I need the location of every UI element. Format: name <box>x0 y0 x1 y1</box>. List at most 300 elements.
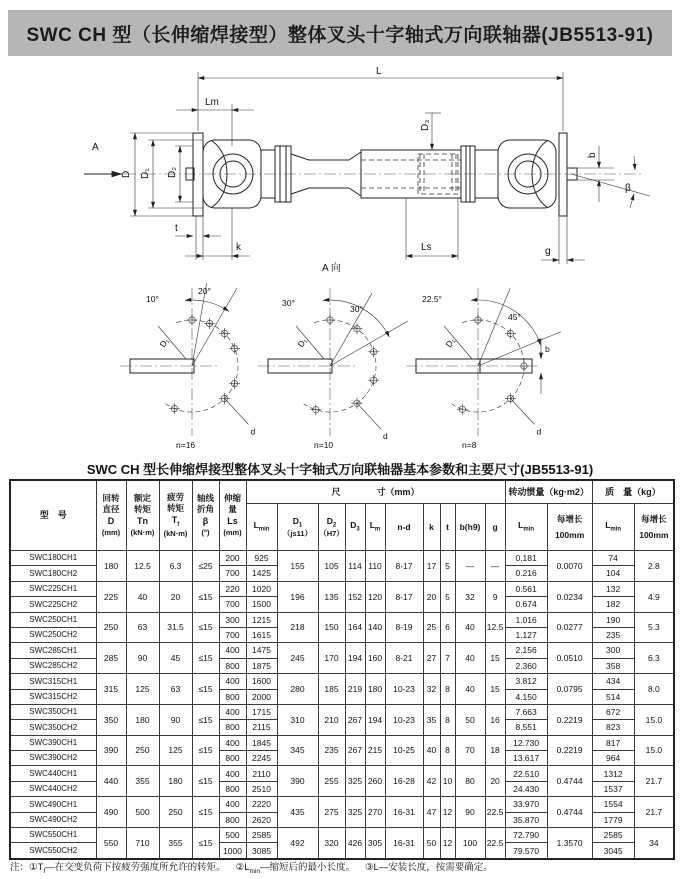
diameter-cell: 285 <box>96 643 126 674</box>
dim-label-Lm: Lm <box>205 97 219 108</box>
axis-angle-cell: ≤25 <box>192 551 219 582</box>
model-cell: SWC315CH2 <box>10 689 96 704</box>
d2-cell: 210 <box>318 704 345 735</box>
mass-per100-cell: 34 <box>634 828 674 859</box>
d1-cell: 245 <box>277 643 318 674</box>
d2-cell: 150 <box>318 612 345 643</box>
footnote-item: $②L_{min}—$缩短后的最小长度。 <box>235 862 355 875</box>
d2-cell: 275 <box>318 797 345 828</box>
d1-cell: 196 <box>277 581 318 612</box>
lmin-cell: 2245 <box>246 751 277 766</box>
lmin-cell: 1600 <box>246 674 277 689</box>
col-header-mass-per100: 每增长 100mm <box>634 504 674 551</box>
lmin-cell: 3085 <box>246 843 277 859</box>
ls-cell: 800 <box>219 689 246 704</box>
col-header-b: b(h9) <box>455 504 485 551</box>
g-cell: 9 <box>485 581 505 612</box>
lm-cell: 120 <box>365 581 385 612</box>
col-header-model: 型 号 <box>10 480 96 551</box>
flare-line <box>349 188 361 196</box>
model-cell: SWC440CH1 <box>10 766 96 781</box>
angle-label: 20° <box>198 286 211 296</box>
t-cell: 10 <box>440 766 455 797</box>
technical-drawing <box>0 58 680 457</box>
mass-cell: 300 <box>592 643 634 658</box>
nd-cell: 10-23 <box>385 674 423 705</box>
g-cell: 22.5 <box>485 828 505 859</box>
diameter-cell: 225 <box>96 581 126 612</box>
fatigue-torque-cell: 20 <box>159 581 192 612</box>
hole-diameter-label: d <box>536 426 542 437</box>
d1-cell: 280 <box>277 674 318 705</box>
footnote <box>10 859 674 875</box>
lmin-cell: 2000 <box>246 689 277 704</box>
page-title: SWC CH 型（长伸缩焊接型）整体叉头十字轴式万向联轴器(JB5513-91) <box>26 24 654 46</box>
d3-cell: 267 <box>345 735 365 766</box>
axis-angle-cell: ≤15 <box>192 735 219 766</box>
ls-cell: 220 <box>219 581 246 596</box>
d2-cell: 185 <box>318 674 345 705</box>
angle-leader <box>330 321 408 366</box>
ls-cell: 400 <box>219 766 246 781</box>
inertia-cell: 24.430 <box>505 781 547 796</box>
inertia-cell: 1.127 <box>505 627 547 642</box>
inertia-cell: 8.551 <box>505 720 547 735</box>
diameter-cell: 490 <box>96 797 126 828</box>
bolt-count-label: n=10 <box>314 440 334 450</box>
lm-cell: 194 <box>365 704 385 735</box>
rated-torque-cell: 63 <box>126 612 159 643</box>
ls-cell: 400 <box>219 735 246 750</box>
axis-angle-cell: ≤15 <box>192 612 219 643</box>
dim-label-L: L <box>376 66 382 77</box>
dim-label-Ls: Ls <box>421 242 432 253</box>
fatigue-torque-cell: 31.5 <box>159 612 192 643</box>
ls-cell: 1000 <box>219 843 246 859</box>
k-cell: 32 <box>423 674 440 705</box>
inertia-cell: 35.870 <box>505 812 547 827</box>
bolt-pattern-diagrams <box>120 283 561 450</box>
inertia-cell: 1.016 <box>505 612 547 627</box>
rated-torque-cell: 500 <box>126 797 159 828</box>
lmin-cell: 1845 <box>246 735 277 750</box>
title-bar <box>8 10 672 56</box>
mass-per100-cell: 21.7 <box>634 766 674 797</box>
lm-cell: 160 <box>365 643 385 674</box>
mass-cell: 74 <box>592 551 634 566</box>
rated-torque-cell: 125 <box>126 674 159 705</box>
nd-cell: 10-23 <box>385 704 423 735</box>
rated-torque-cell: 180 <box>126 704 159 735</box>
bolt-pattern-diagram <box>406 288 561 450</box>
table-row <box>10 674 674 689</box>
lmin-cell: 2620 <box>246 812 277 827</box>
lmin-cell: 2115 <box>246 720 277 735</box>
nd-cell: 8-17 <box>385 581 423 612</box>
col-header-extension: 伸缩 量 Ls (mm) <box>219 480 246 551</box>
ls-cell: 500 <box>219 828 246 843</box>
nd-cell: 16-31 <box>385 797 423 828</box>
mass-per100-cell: 15.0 <box>634 704 674 735</box>
model-cell: SWC390CH2 <box>10 751 96 766</box>
d3-cell: 325 <box>345 797 365 828</box>
d3-cell: 219 <box>345 674 365 705</box>
t-cell: 8 <box>440 704 455 735</box>
d1-cell: 435 <box>277 797 318 828</box>
dim-label-D: D <box>121 170 132 178</box>
g-cell: 20 <box>485 766 505 797</box>
t-cell: 8 <box>440 674 455 705</box>
hole-diameter-label: d <box>250 426 256 437</box>
col-header-t: t <box>440 504 455 551</box>
t-cell: 12 <box>440 828 455 859</box>
beta-slant-line <box>571 174 650 196</box>
ls-cell: 700 <box>219 627 246 642</box>
nd-cell: 8-21 <box>385 643 423 674</box>
dim-line <box>630 194 634 208</box>
k-cell: 17 <box>423 551 440 582</box>
col-header-d1: $D_1$ （js11） <box>277 504 318 551</box>
inertia-per100-cell: 0.0234 <box>547 581 592 612</box>
mass-cell: 2585 <box>592 828 634 843</box>
inertia-cell: 22.510 <box>505 766 547 781</box>
d2-cell: 135 <box>318 581 345 612</box>
mass-per100-cell: 5.3 <box>634 612 674 643</box>
hole-diameter-label: d <box>383 431 388 442</box>
t-cell: 12 <box>440 797 455 828</box>
mass-cell: 104 <box>592 566 634 581</box>
b-cell: 80 <box>455 766 485 797</box>
group-header-mass: 质 量（kg） <box>592 480 674 504</box>
lmin-cell: 1875 <box>246 658 277 673</box>
diameter-cell: 180 <box>96 551 126 582</box>
flare-line <box>349 152 361 160</box>
table-row <box>10 766 674 781</box>
section-label-A: A <box>92 142 99 153</box>
dim-label-D3: D₃ <box>420 119 431 131</box>
hole-diameter-leader <box>511 399 535 425</box>
mass-cell: 1537 <box>592 781 634 796</box>
table-row <box>10 643 674 658</box>
k-cell: 40 <box>423 735 440 766</box>
mass-cell: 672 <box>592 704 634 719</box>
col-header-rated-torque: 额定 转矩 Tn (kN·m) <box>126 480 159 551</box>
key-width-label: b <box>545 344 550 354</box>
taper-line <box>291 154 309 160</box>
inertia-per100-cell: 0.0795 <box>547 674 592 705</box>
lm-cell: 260 <box>365 766 385 797</box>
col-header-lmin: $L_{min}$ <box>246 504 277 551</box>
col-header-k: k <box>423 504 440 551</box>
inertia-cell: 3.812 <box>505 674 547 689</box>
bolt-count-label: n=8 <box>462 440 477 450</box>
k-cell: 35 <box>423 704 440 735</box>
table-row <box>10 735 674 750</box>
mass-cell: 235 <box>592 627 634 642</box>
inertia-cell: 12.730 <box>505 735 547 750</box>
ls-cell: 400 <box>219 674 246 689</box>
axis-angle-cell: ≤15 <box>192 674 219 705</box>
ls-cell: 200 <box>219 551 246 566</box>
angle-label: 30° <box>282 298 295 308</box>
mass-cell: 514 <box>592 689 634 704</box>
b-cell: 100 <box>455 828 485 859</box>
diameter-cell: 550 <box>96 828 126 859</box>
ls-cell: 800 <box>219 751 246 766</box>
k-cell: 27 <box>423 643 440 674</box>
inertia-per100-cell: 0.2219 <box>547 735 592 766</box>
d3-cell: 114 <box>345 551 365 582</box>
inertia-cell: 4.150 <box>505 689 547 704</box>
d2-cell: 320 <box>318 828 345 859</box>
dim-label-k: k <box>236 242 241 253</box>
axis-angle-cell: ≤15 <box>192 828 219 859</box>
lm-cell: 305 <box>365 828 385 859</box>
dim-line <box>634 156 635 170</box>
inertia-per100-cell: 0.4744 <box>547 766 592 797</box>
lm-cell: 180 <box>365 674 385 705</box>
b-cell: 40 <box>455 612 485 643</box>
right-flange <box>559 133 567 216</box>
inertia-cell: 0.216 <box>505 566 547 581</box>
b-cell: — <box>455 551 485 582</box>
nd-cell: 8-19 <box>385 612 423 643</box>
model-cell: SWC250CH2 <box>10 627 96 642</box>
lmin-cell: 2510 <box>246 781 277 796</box>
lmin-cell: 1215 <box>246 612 277 627</box>
model-cell: SWC180CH2 <box>10 566 96 581</box>
hole-diameter-leader <box>357 403 381 429</box>
ls-cell: 400 <box>219 643 246 658</box>
g-cell: 16 <box>485 704 505 735</box>
model-cell: SWC285CH1 <box>10 643 96 658</box>
footnote-prefix: 注： <box>10 862 30 873</box>
d3-cell: 194 <box>345 643 365 674</box>
ls-cell: 800 <box>219 658 246 673</box>
lmin-cell: 1425 <box>246 566 277 581</box>
mass-per100-cell: 8.0 <box>634 674 674 705</box>
bolt-circle-label: D₁ <box>443 336 457 350</box>
inertia-cell: 0.674 <box>505 597 547 612</box>
dim-label-t: t <box>175 223 178 234</box>
view-label: A 向 <box>322 263 341 274</box>
inertia-cell: 0.561 <box>505 581 547 596</box>
taper-line <box>291 188 309 194</box>
diameter-cell: 250 <box>96 612 126 643</box>
d2-cell: 235 <box>318 735 345 766</box>
ls-cell: 800 <box>219 812 246 827</box>
model-cell: SWC350CH2 <box>10 720 96 735</box>
model-cell: SWC225CH1 <box>10 581 96 596</box>
lmin-cell: 2585 <box>246 828 277 843</box>
bolt-circle-label: D₁ <box>157 336 171 350</box>
ls-cell: 800 <box>219 781 246 796</box>
mass-cell: 823 <box>592 720 634 735</box>
ls-cell: 800 <box>219 720 246 735</box>
bolt-pattern-diagram <box>120 283 256 450</box>
inertia-cell: 7.663 <box>505 704 547 719</box>
lmin-cell: 1500 <box>246 597 277 612</box>
lm-cell: 270 <box>365 797 385 828</box>
lm-cell: 140 <box>365 612 385 643</box>
bolt-circle-label: D₁ <box>295 336 309 350</box>
col-header-fatigue-torque: 疲劳 转矩 $T_f$ (kN·m) <box>159 480 192 551</box>
group-header-inertia: 转动惯量（kg·m2） <box>505 480 592 504</box>
inertia-cell: 33.970 <box>505 797 547 812</box>
spec-table <box>9 479 675 860</box>
d1-cell: 345 <box>277 735 318 766</box>
rated-torque-cell: 710 <box>126 828 159 859</box>
lmin-cell: 1715 <box>246 704 277 719</box>
rated-torque-cell: 90 <box>126 643 159 674</box>
table-row <box>10 704 674 719</box>
model-cell: SWC550CH1 <box>10 828 96 843</box>
angle-arc <box>471 300 540 345</box>
footnote-item: ③L—安装长度，按需要确定。 <box>364 862 493 873</box>
ls-cell: 400 <box>219 704 246 719</box>
mass-per100-cell: 6.3 <box>634 643 674 674</box>
d3-cell: 152 <box>345 581 365 612</box>
table-row <box>10 828 674 843</box>
k-cell: 20 <box>423 581 440 612</box>
d1-cell: 310 <box>277 704 318 735</box>
diameter-cell: 390 <box>96 735 126 766</box>
t-cell: 5 <box>440 551 455 582</box>
dim-label-g: g <box>545 246 551 257</box>
col-header-inertia-lmin: $L_{min}$ <box>505 504 547 551</box>
t-cell: 8 <box>440 735 455 766</box>
col-header-nd: n-d <box>385 504 423 551</box>
inertia-per100-cell: 0.0277 <box>547 612 592 643</box>
ls-cell: 700 <box>219 597 246 612</box>
model-cell: SWC390CH1 <box>10 735 96 750</box>
mass-per100-cell: 21.7 <box>634 797 674 828</box>
mass-cell: 1779 <box>592 812 634 827</box>
t-cell: 7 <box>440 643 455 674</box>
hole-diameter-leader <box>225 399 249 425</box>
mass-cell: 1312 <box>592 766 634 781</box>
angle-label: 10° <box>146 294 159 304</box>
b-cell: 50 <box>455 704 485 735</box>
d1-cell: 218 <box>277 612 318 643</box>
model-cell: SWC550CH2 <box>10 843 96 859</box>
inertia-cell: 0.181 <box>505 551 547 566</box>
model-cell: SWC350CH1 <box>10 704 96 719</box>
bolt-count-label: n=16 <box>176 440 196 450</box>
d1-cell: 155 <box>277 551 318 582</box>
b-cell: 32 <box>455 581 485 612</box>
fatigue-torque-cell: 125 <box>159 735 192 766</box>
nd-cell: 8-17 <box>385 551 423 582</box>
dim-label-D1: D₁ <box>140 168 151 179</box>
col-header-inertia-per100: 每增长 100mm <box>547 504 592 551</box>
inertia-per100-cell: 0.2219 <box>547 704 592 735</box>
bolt-pattern-diagram <box>258 288 408 450</box>
lm-cell: 110 <box>365 551 385 582</box>
ls-cell: 300 <box>219 612 246 627</box>
b-cell: 40 <box>455 674 485 705</box>
mass-cell: 817 <box>592 735 634 750</box>
b-cell: 40 <box>455 643 485 674</box>
g-cell: 15 <box>485 643 505 674</box>
fatigue-torque-cell: 180 <box>159 766 192 797</box>
inertia-cell: 72.790 <box>505 828 547 843</box>
inertia-cell: 79.570 <box>505 843 547 859</box>
axis-angle-cell: ≤15 <box>192 797 219 828</box>
table-title: SWC CH 型长伸缩焊接型整体叉头十字轴式万向联轴器基本参数和主要尺寸(JB5513-91) <box>86 462 594 477</box>
k-cell: 50 <box>423 828 440 859</box>
angle-arc <box>185 300 229 311</box>
angle-label: 45° <box>508 312 521 322</box>
d3-cell: 426 <box>345 828 365 859</box>
lmin-cell: 2220 <box>246 797 277 812</box>
d1-cell: 492 <box>277 828 318 859</box>
angle-label: 30° <box>350 304 363 314</box>
model-cell: SWC225CH2 <box>10 597 96 612</box>
diameter-cell: 315 <box>96 674 126 705</box>
col-header-lm: $L_m$ <box>365 504 385 551</box>
fatigue-torque-cell: 90 <box>159 704 192 735</box>
rated-torque-cell: 250 <box>126 735 159 766</box>
table-row <box>10 797 674 812</box>
inertia-per100-cell: 0.4744 <box>547 797 592 828</box>
inertia-cell: 2.156 <box>505 643 547 658</box>
mass-cell: 190 <box>592 612 634 627</box>
rated-torque-cell: 12.5 <box>126 551 159 582</box>
fatigue-torque-cell: 355 <box>159 828 192 859</box>
inertia-per100-cell: 0.0510 <box>547 643 592 674</box>
d3-cell: 164 <box>345 612 365 643</box>
mass-cell: 434 <box>592 674 634 689</box>
g-cell: 22.5 <box>485 797 505 828</box>
model-cell: SWC180CH1 <box>10 551 96 566</box>
model-cell: SWC250CH1 <box>10 612 96 627</box>
inertia-cell: 13.617 <box>505 751 547 766</box>
fatigue-torque-cell: 6.3 <box>159 551 192 582</box>
nd-cell: 16-28 <box>385 766 423 797</box>
mass-per100-cell: 2.8 <box>634 551 674 582</box>
k-cell: 42 <box>423 766 440 797</box>
coupling-drawing-svg <box>0 58 680 457</box>
mass-cell: 182 <box>592 597 634 612</box>
axis-angle-cell: ≤15 <box>192 581 219 612</box>
ls-cell: 400 <box>219 797 246 812</box>
angle-label: 22.5° <box>422 294 442 304</box>
b-cell: 70 <box>455 735 485 766</box>
footnote-item: $①T_f—$在交变负荷下按疲劳强度所允许的转矩。 <box>29 862 226 875</box>
dim-label-b: b <box>587 152 598 158</box>
g-cell: 12.5 <box>485 612 505 643</box>
t-cell: 5 <box>440 581 455 612</box>
rated-torque-cell: 40 <box>126 581 159 612</box>
lmin-cell: 2110 <box>246 766 277 781</box>
inertia-per100-cell: 1.3570 <box>547 828 592 859</box>
diameter-cell: 440 <box>96 766 126 797</box>
col-header-diameter: 回转 直径 D (mm) <box>96 480 126 551</box>
fatigue-torque-cell: 45 <box>159 643 192 674</box>
mass-per100-cell: 15.0 <box>634 735 674 766</box>
g-cell: 18 <box>485 735 505 766</box>
d2-cell: 255 <box>318 766 345 797</box>
d2-cell: 105 <box>318 551 345 582</box>
model-cell: SWC315CH1 <box>10 674 96 689</box>
col-header-axis-angle: 轴线 折角 β (°) <box>192 480 219 551</box>
model-cell: SWC440CH2 <box>10 781 96 796</box>
table-row <box>10 612 674 627</box>
group-header-dimensions: 尺 寸（mm） <box>246 480 505 504</box>
lmin-cell: 1615 <box>246 627 277 642</box>
k-cell: 25 <box>423 612 440 643</box>
